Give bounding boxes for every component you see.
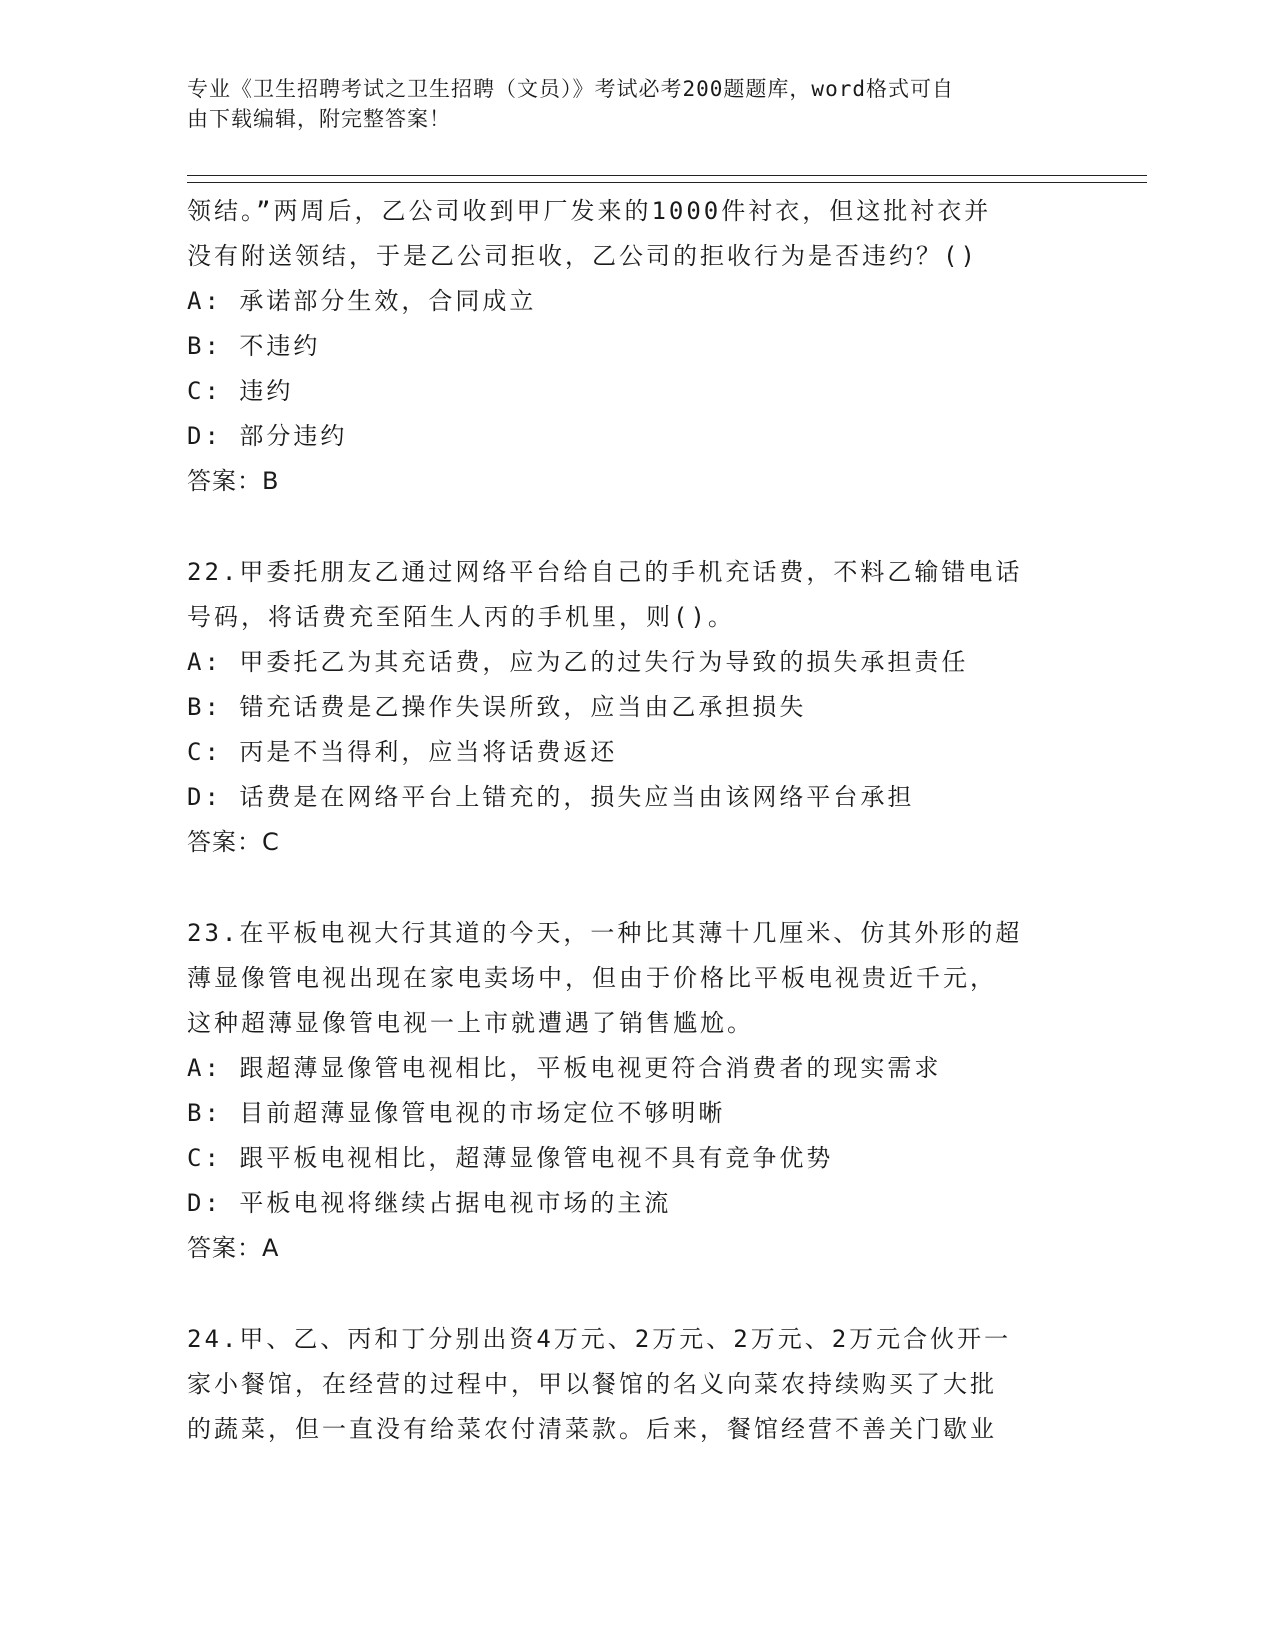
answer: 答案：C [187, 828, 280, 856]
question-text: 的蔬菜，但一直没有给菜农付清菜款。后来，餐馆经营不善关门歇业 [187, 1415, 997, 1443]
option-a: A: 承诺部分生效，合同成立 [187, 287, 537, 315]
question-21 [187, 189, 1087, 504]
question-text: 薄显像管电视出现在家电卖场中，但由于价格比平板电视贵近千元， [187, 964, 997, 992]
option-b: B: 目前超薄显像管电视的市场定位不够明晰 [187, 1099, 726, 1127]
header-line: 由下载编辑，附完整答案！ [187, 107, 451, 131]
option-b: B: 不违约 [187, 332, 321, 360]
header-rule [187, 182, 1147, 183]
answer: 答案：B [187, 467, 280, 495]
question-text: 这种超薄显像管电视一上市就遭遇了销售尴尬。 [187, 1009, 754, 1037]
answer: 答案：A [187, 1234, 280, 1262]
option-c: C: 违约 [187, 377, 294, 405]
question-text: 没有附送领结，于是乙公司拒收，乙公司的拒收行为是否违约？() [187, 242, 978, 270]
question-text: 家小餐馆，在经营的过程中，甲以餐馆的名义向菜农持续购买了大批 [187, 1370, 997, 1398]
option-b: B: 错充话费是乙操作失误所致，应当由乙承担损失 [187, 693, 807, 721]
header-rule [187, 175, 1147, 176]
option-a: A: 跟超薄显像管电视相比，平板电视更符合消费者的现实需求 [187, 1054, 942, 1082]
option-c: C: 跟平板电视相比，超薄显像管电视不具有竞争优势 [187, 1144, 834, 1172]
question-text: 24.甲、乙、丙和丁分别出资4万元、2万元、2万元、2万元合伙开一 [187, 1325, 1012, 1353]
question-text: 领结。”两周后，乙公司收到甲厂发来的1000件衬衣，但这批衬衣并 [187, 197, 992, 225]
document-body [187, 189, 1087, 1452]
question-text: 22.甲委托朋友乙通过网络平台给自己的手机充话费，不料乙输错电话 [187, 558, 1023, 586]
option-d: D: 话费是在网络平台上错充的，损失应当由该网络平台承担 [187, 783, 915, 811]
page-header [187, 74, 1067, 134]
question-22 [187, 550, 1087, 865]
question-23 [187, 911, 1087, 1271]
option-d: D: 部分违约 [187, 422, 348, 450]
option-d: D: 平板电视将继续占据电视市场的主流 [187, 1189, 672, 1217]
option-a: A: 甲委托乙为其充话费，应为乙的过失行为导致的损失承担责任 [187, 648, 969, 676]
question-text: 23.在平板电视大行其道的今天，一种比其薄十几厘米、仿其外形的超 [187, 919, 1023, 947]
option-c: C: 丙是不当得利，应当将话费返还 [187, 738, 618, 766]
question-text: 号码，将话费充至陌生人丙的手机里，则()。 [187, 603, 735, 631]
header-line: 专业《卫生招聘考试之卫生招聘（文员）》考试必考200题题库，word格式可自 [187, 77, 954, 101]
question-24 [187, 1317, 1087, 1452]
